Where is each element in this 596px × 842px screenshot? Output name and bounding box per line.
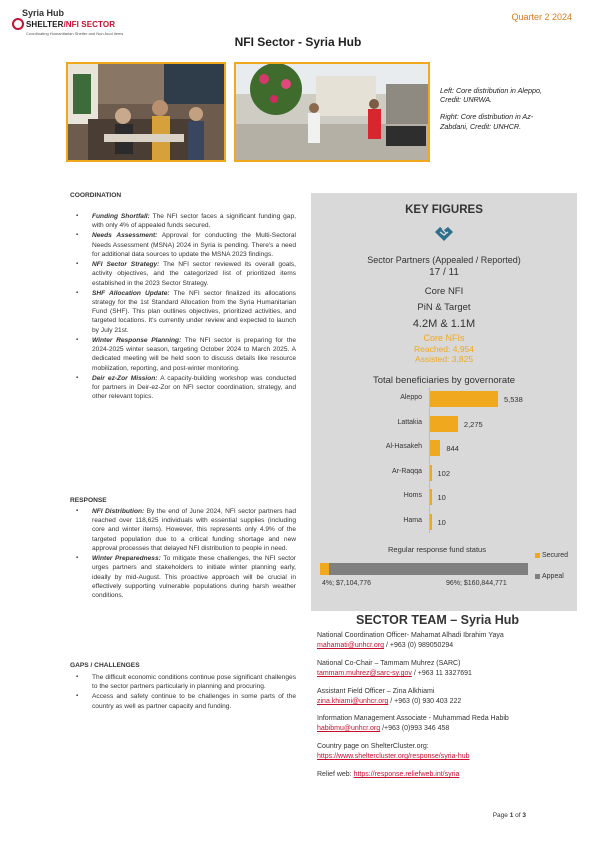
coordination-list — [70, 212, 296, 401]
photo-aleppo-image — [68, 64, 224, 160]
contact-phone: / +963 (0) 989050294 — [385, 642, 454, 650]
contact-role: Information Management Associate - Muhammad Reda Habib — [317, 715, 509, 722]
governorate-value-label: 2,275 — [463, 419, 483, 429]
list-item: ▪ Deir ez-Zor Mission: A capacity-building workshop was conducted for partners in Deir-ez-Zor on NFI sector coordination, strategy, and other relevant topics. — [70, 374, 296, 402]
page-current: 1 — [509, 812, 514, 819]
governorate-bar — [430, 416, 458, 432]
legend-swatch-appeal — [535, 574, 540, 579]
governorate-bar — [430, 465, 432, 481]
list-item: ▪ SHF Allocation Update: The NFI sector finalized its allocations strategy for the 1st Standard Allocation from the Syria Humanitarian Fund (SHF). This plan outlines objectives, prioritized activities, and targeted locations. It's currently under review and expected to launch by July 21st. — [70, 289, 296, 335]
logo-sector-b: /NFI SECTOR — [63, 20, 116, 29]
list-item: ▪ Funding Shortfall: The NFI sector faces a significant funding gap, with only 4% of appealed funds secured. — [70, 212, 296, 230]
legend-appeal — [535, 573, 564, 580]
fund-secured-label: 4%; $7,104,776 — [322, 580, 372, 587]
report-quarter: Quarter 2 2024 — [511, 12, 572, 22]
legend-label-appeal: Appeal — [542, 573, 564, 580]
coordination-section — [70, 212, 296, 402]
governorate-chart-title: Total beneficiaries by governorate — [372, 375, 516, 386]
fund-appeal-label: 96%; $160,844,771 — [446, 580, 507, 587]
reliefweb — [317, 770, 589, 780]
pin-target-value: 4.2M & 1.1M — [412, 318, 476, 330]
photo-zabdani-distribution — [234, 62, 430, 162]
photo-zabdani-image — [236, 64, 428, 160]
contact-role: National Coordination Officer- Mahamat Alhadi Ibrahim Yaya — [317, 632, 504, 639]
governorate-bar — [430, 391, 498, 407]
page-of: of — [513, 812, 523, 819]
core-nfis-label: Core NFIs — [423, 333, 465, 343]
fund-secured-bar — [320, 563, 329, 575]
sector-team-heading: SECTOR TEAM – Syria Hub — [356, 613, 519, 627]
list-item: ▪ The difficult economic conditions continue pose significant challenges to the sector partners particularly in planning and procuring. — [70, 673, 296, 691]
governorate-value-label: 844 — [446, 444, 459, 453]
logo-hub-name: Syria Hub — [22, 8, 65, 18]
contact-field-officer — [317, 687, 589, 707]
logo-sector-name — [26, 20, 115, 29]
governorate-label: Al-Hasakeh — [385, 443, 422, 450]
reliefweb-label: Relief web: — [317, 771, 354, 778]
list-item: ▪ Needs Assessment: Approval for conducting the Multi-Sectoral Needs Assessment (MSNA) 2024 in Syria is pending. There's a need for additional data sources to update the MSNA 2023 findings. — [70, 231, 296, 259]
list-item: ▪ Winter Response Planning: The NFI sector is preparing for the 2024-2025 winter season, targeting October 2024 to March 2025. A dedicated meeting will be held soon to discuss details like resource mobilization, reporting, and post-winter monitoring. — [70, 336, 296, 373]
country-page — [317, 742, 589, 762]
core-nfi-label: Core NFI — [424, 286, 464, 297]
list-item: ▪ Winter Preparedness: To mitigate these challenges, the NFI sector urges partners and stakeholders to initiate winter planning early, ideally by mid-August. This proactive approach will be crucial in effectively supporting vulnerable populations during harsh weather conditions. — [70, 554, 296, 600]
reliefweb-link[interactable]: https://response.reliefweb.int/syria — [353, 771, 460, 778]
contact-role: National Co-Chair – Tammam Muhrez (SARC) — [317, 660, 461, 667]
response-heading: RESPONSE — [70, 497, 107, 504]
reached-value: Reached: 4,954 — [413, 344, 475, 354]
governorate-label: Ar-Raqqa — [392, 467, 422, 475]
list-item: ▪ NFI Distribution: By the end of June 2024, NFI sector partners had reached over 118,625 individuals with essential supplies (including core and winter items). However, this represents only 4.9% of the targeted population due to a critical funding shortage and new approval processes that delayed NFI distribution to people in need. — [70, 507, 296, 553]
contact-email-link[interactable]: habibmu@unhcr.org — [317, 725, 381, 733]
governorate-value-label: 102 — [437, 468, 451, 478]
handshake-icon — [433, 222, 455, 244]
contact-phone: / +963 11 3327691 — [413, 670, 472, 678]
governorate-label: Hama — [403, 516, 422, 524]
partners-value: 17 / 11 — [429, 267, 459, 278]
governorate-chart-axis — [429, 387, 430, 533]
logo-sector-a: SHELTER — [26, 20, 64, 29]
governorate-bar — [430, 489, 432, 505]
key-figures-title: KEY FIGURES — [405, 204, 483, 216]
country-page-link[interactable]: https://www.sheltercluster.org/response/syria-hub — [317, 753, 470, 761]
contact-role: Assistant Field Officer – Zina Alkhiami — [317, 688, 435, 695]
contact-co-chair — [317, 659, 589, 679]
assisted-value: Assisted: 3,825 — [414, 354, 474, 364]
partners-label: Sector Partners (Appealed / Reported) — [367, 255, 521, 265]
list-item: ▪ NFI Sector Strategy: The NFI sector reviewed its overall goals, activity objectives, and the categorized list of prioritized items established in the 2023 Sector Strategy. — [70, 260, 296, 288]
governorate-value-label: 5,538 — [504, 395, 523, 404]
governorate-label: Aleppo — [400, 394, 422, 401]
caption-left: Left: Core distribution in Aleppo, Credit: UNRWA. — [440, 86, 543, 105]
photo-caption — [440, 86, 560, 139]
contact-phone: / +963 (0) 930 403 222 — [390, 698, 462, 706]
response-section — [70, 507, 296, 601]
legend-swatch-secured — [535, 553, 540, 558]
governorate-value-label: 10 — [437, 517, 446, 527]
country-page-label: Country page on ShelterCluster.org: — [317, 743, 429, 750]
logo-mark-icon — [12, 18, 24, 30]
governorate-bar — [430, 514, 432, 530]
caption-right: Right: Core distribution in Az- Zabdani, Credit: UNHCR. — [440, 112, 534, 131]
page-title: NFI Sector - Syria Hub — [234, 35, 362, 49]
coordination-heading: COORDINATION — [70, 192, 122, 199]
contact-information-management — [317, 714, 589, 734]
gaps-list — [70, 673, 296, 711]
response-list — [70, 507, 296, 600]
contact-email-link[interactable]: tammam.muhrez@sarc-sy.gov — [317, 670, 412, 678]
governorate-value-label: 10 — [437, 493, 446, 502]
gaps-heading: GAPS / CHALLENGES — [70, 662, 140, 669]
list-item: ▪ Access and safety continue to be challenges in some parts of the country as well as partner capacity and funding. — [70, 692, 296, 710]
fund-chart-title: Regular response fund status — [388, 545, 486, 554]
legend-secured — [535, 552, 568, 559]
legend-label-secured: Secured — [542, 552, 569, 559]
contact-coordination-officer — [317, 631, 589, 651]
page-number — [493, 812, 526, 819]
gaps-section — [70, 673, 296, 712]
governorate-label: Lattakia — [397, 418, 422, 426]
page-total: 3 — [522, 812, 526, 819]
contact-phone: /+963 (0)993 346 458 — [382, 725, 450, 733]
page-prefix: Page — [492, 812, 510, 819]
photo-aleppo-distribution — [66, 62, 226, 162]
governorate-label: Homs — [403, 492, 422, 499]
logo-tagline: Coordinating Humanitarian Shelter and Non-food items — [26, 31, 124, 36]
contact-email-link[interactable]: zina.khiami@unhcr.org — [317, 698, 389, 706]
pin-target-label: PiN & Target — [417, 302, 471, 313]
contact-email-link[interactable]: mahamati@unhcr.org — [317, 642, 385, 650]
fund-appeal-bar — [320, 563, 528, 575]
governorate-bar — [430, 440, 440, 456]
